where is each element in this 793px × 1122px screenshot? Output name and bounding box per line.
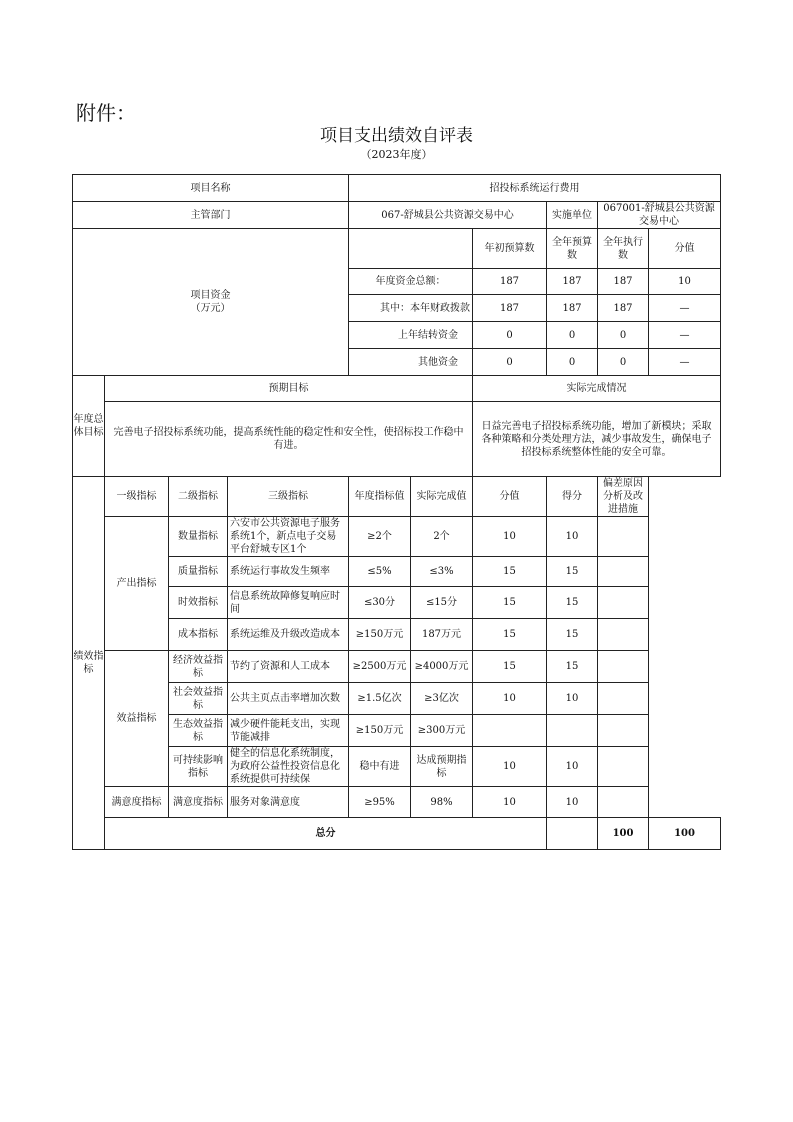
project-name-value: 招投标系统运行费用	[349, 175, 721, 202]
indicator-reason	[598, 715, 649, 747]
indicator-l2: 时效指标	[169, 587, 228, 619]
indicator-score-value: 10	[473, 517, 547, 557]
indicator-row	[73, 715, 721, 747]
funds-row-exec: 187	[598, 295, 649, 322]
indicator-score-value: 10	[473, 747, 547, 787]
indicator-reason	[598, 557, 649, 587]
impl-value: 067001-舒城县公共资源交易中心	[598, 202, 721, 229]
dept-label: 主管部门	[73, 202, 349, 229]
page-subtitle: （2023年度）	[360, 148, 433, 161]
total-score-value: 100	[598, 818, 649, 850]
group-output: 产出指标	[105, 517, 169, 651]
funds-row-annual: 187	[547, 295, 598, 322]
goals-header-row	[73, 376, 721, 402]
indicator-l3: 系统运维及升级改造成本	[228, 619, 349, 651]
indicator-target: ≥95%	[349, 787, 411, 818]
indicator-score: 15	[547, 587, 598, 619]
funds-row-name: 其他资金	[349, 349, 473, 376]
funds-label-text: 项目资金	[190, 290, 231, 301]
indicator-reason	[598, 517, 649, 557]
indicator-score: 15	[547, 651, 598, 683]
indicator-l2: 生态效益指标	[169, 715, 228, 747]
indicator-l3: 节约了资源和人工成本	[228, 651, 349, 683]
dept-value: 067-舒城县公共资源交易中心	[349, 202, 547, 229]
indicator-score-value: 15	[473, 651, 547, 683]
indicator-score-value: 15	[473, 587, 547, 619]
funds-row-annual: 0	[547, 322, 598, 349]
indicator-row	[73, 651, 721, 683]
project-name-row	[73, 175, 721, 202]
indicator-score-value: 10	[473, 787, 547, 818]
performance-table	[72, 174, 721, 850]
funds-header-blank	[349, 229, 473, 269]
funds-unit-text: （万元）	[190, 303, 231, 314]
goals-expected-text: 完善电子招投标系统功能，提高系统性能的稳定性和安全性，使招标投工作稳中有进。	[105, 402, 473, 477]
indicator-l3: 公共主页点击率增加次数	[228, 683, 349, 715]
funds-header-init: 年初预算数	[473, 229, 547, 269]
funds-header-exec: 全年执行数	[598, 229, 649, 269]
indicator-score: 10	[547, 787, 598, 818]
funds-row-init: 187	[473, 269, 547, 295]
header-reason: 偏差原因分析及改进措施	[598, 477, 649, 517]
group-effect: 效益指标	[105, 651, 169, 787]
funds-row-name: 上年结转资金	[349, 322, 473, 349]
indicator-actual: 98%	[411, 787, 473, 818]
funds-header-row	[73, 229, 721, 269]
indicator-header-row	[73, 477, 721, 517]
indicators-label: 绩效指标	[73, 477, 105, 850]
indicator-row	[73, 683, 721, 715]
indicator-row	[73, 619, 721, 651]
total-score: 100	[649, 818, 721, 850]
indicator-l3: 减少硬件能耗支出，实现节能减排	[228, 715, 349, 747]
funds-row-annual: 187	[547, 269, 598, 295]
header-score-value: 分值	[473, 477, 547, 517]
page-title: 项目支出绩效自评表	[320, 126, 473, 146]
funds-header-score-value: 分值	[649, 229, 721, 269]
funds-header-annual: 全年预算数	[547, 229, 598, 269]
indicator-reason	[598, 683, 649, 715]
header-l1: 一级指标	[105, 477, 169, 517]
indicator-score: 15	[547, 619, 598, 651]
indicator-row	[73, 517, 721, 557]
indicator-score-value: 15	[473, 557, 547, 587]
indicator-actual: ≥3亿次	[411, 683, 473, 715]
header-l3: 三级指标	[228, 477, 349, 517]
indicator-row	[73, 587, 721, 619]
indicator-actual: ≥4000万元	[411, 651, 473, 683]
funds-row-init: 187	[473, 295, 547, 322]
indicator-actual: ≤3%	[411, 557, 473, 587]
goals-expected-header: 预期目标	[105, 376, 473, 402]
indicator-target: ≥150万元	[349, 715, 411, 747]
total-row	[73, 818, 721, 850]
indicator-reason	[598, 619, 649, 651]
indicator-target: ≥2500万元	[349, 651, 411, 683]
indicator-actual: 达成预期指标	[411, 747, 473, 787]
indicator-actual: ≤15分	[411, 587, 473, 619]
indicator-l2: 满意度指标	[169, 787, 228, 818]
indicator-l3: 信息系统故障修复响应时间	[228, 587, 349, 619]
indicator-l2: 经济效益指标	[169, 651, 228, 683]
funds-row-init: 0	[473, 349, 547, 376]
total-label: 总分	[105, 818, 547, 850]
indicator-reason	[598, 787, 649, 818]
indicator-reason	[598, 587, 649, 619]
indicator-l3: 健全的信息化系统制度，为政府公益性投资信息化系统提供可持续保	[228, 747, 349, 787]
funds-row-score-value: —	[649, 349, 721, 376]
indicator-score: 10	[547, 683, 598, 715]
indicator-target: ≤30分	[349, 587, 411, 619]
indicator-score	[547, 715, 598, 747]
indicator-target: ≥1.5亿次	[349, 683, 411, 715]
project-name-label: 项目名称	[73, 175, 349, 202]
department-row	[73, 202, 721, 229]
indicator-target: 稳中有进	[349, 747, 411, 787]
funds-row-exec: 0	[598, 349, 649, 376]
impl-label: 实施单位	[547, 202, 598, 229]
indicator-l2: 数量指标	[169, 517, 228, 557]
goals-content-row	[73, 402, 721, 477]
indicator-score-value: 15	[473, 619, 547, 651]
header-target: 年度指标值	[349, 477, 411, 517]
funds-row-exec: 187	[598, 269, 649, 295]
funds-row-annual: 0	[547, 349, 598, 376]
funds-row-score-value: —	[649, 295, 721, 322]
header-actual: 实际完成值	[411, 477, 473, 517]
indicator-row	[73, 787, 721, 818]
indicator-actual: 187万元	[411, 619, 473, 651]
header-score: 得分	[547, 477, 598, 517]
indicator-score: 10	[547, 517, 598, 557]
indicator-score: 15	[547, 557, 598, 587]
indicator-target: ≥2个	[349, 517, 411, 557]
group-satisfaction: 满意度指标	[105, 787, 169, 818]
indicator-reason	[598, 747, 649, 787]
funds-label	[73, 229, 349, 376]
funds-row-init: 0	[473, 322, 547, 349]
indicator-row	[73, 557, 721, 587]
funds-row-name: 其中：本年财政拨款	[349, 295, 473, 322]
indicator-reason	[598, 651, 649, 683]
indicator-row	[73, 747, 721, 787]
indicator-l2: 质量指标	[169, 557, 228, 587]
indicator-score: 10	[547, 747, 598, 787]
indicator-l2: 可持续影响指标	[169, 747, 228, 787]
indicator-actual: ≥300万元	[411, 715, 473, 747]
indicator-score-value	[473, 715, 547, 747]
header-l2: 二级指标	[169, 477, 228, 517]
indicator-l2: 社会效益指标	[169, 683, 228, 715]
indicator-l3: 系统运行事故发生频率	[228, 557, 349, 587]
indicator-l3: 服务对象满意度	[228, 787, 349, 818]
funds-row-exec: 0	[598, 322, 649, 349]
indicator-target: ≤5%	[349, 557, 411, 587]
goals-label: 年度总体目标	[73, 376, 105, 477]
attachment-label: 附件：	[76, 101, 136, 125]
total-actual	[547, 818, 598, 850]
funds-row-score-value: —	[649, 322, 721, 349]
funds-row-score-value: 10	[649, 269, 721, 295]
goals-actual-text: 日益完善电子招投标系统功能，增加了新模块；采取各种策略和分类处理方法，减少事故发生，确保电子招投标系统整体性能的安全可靠。	[473, 402, 721, 477]
indicator-target: ≥150万元	[349, 619, 411, 651]
goals-actual-header: 实际完成情况	[473, 376, 721, 402]
funds-row-name: 年度资金总额：	[349, 269, 473, 295]
indicator-score-value: 10	[473, 683, 547, 715]
indicator-l2: 成本指标	[169, 619, 228, 651]
indicator-l3: 六安市公共资源电子服务系统1个，新点电子交易平台舒城专区1个	[228, 517, 349, 557]
indicator-actual: 2个	[411, 517, 473, 557]
